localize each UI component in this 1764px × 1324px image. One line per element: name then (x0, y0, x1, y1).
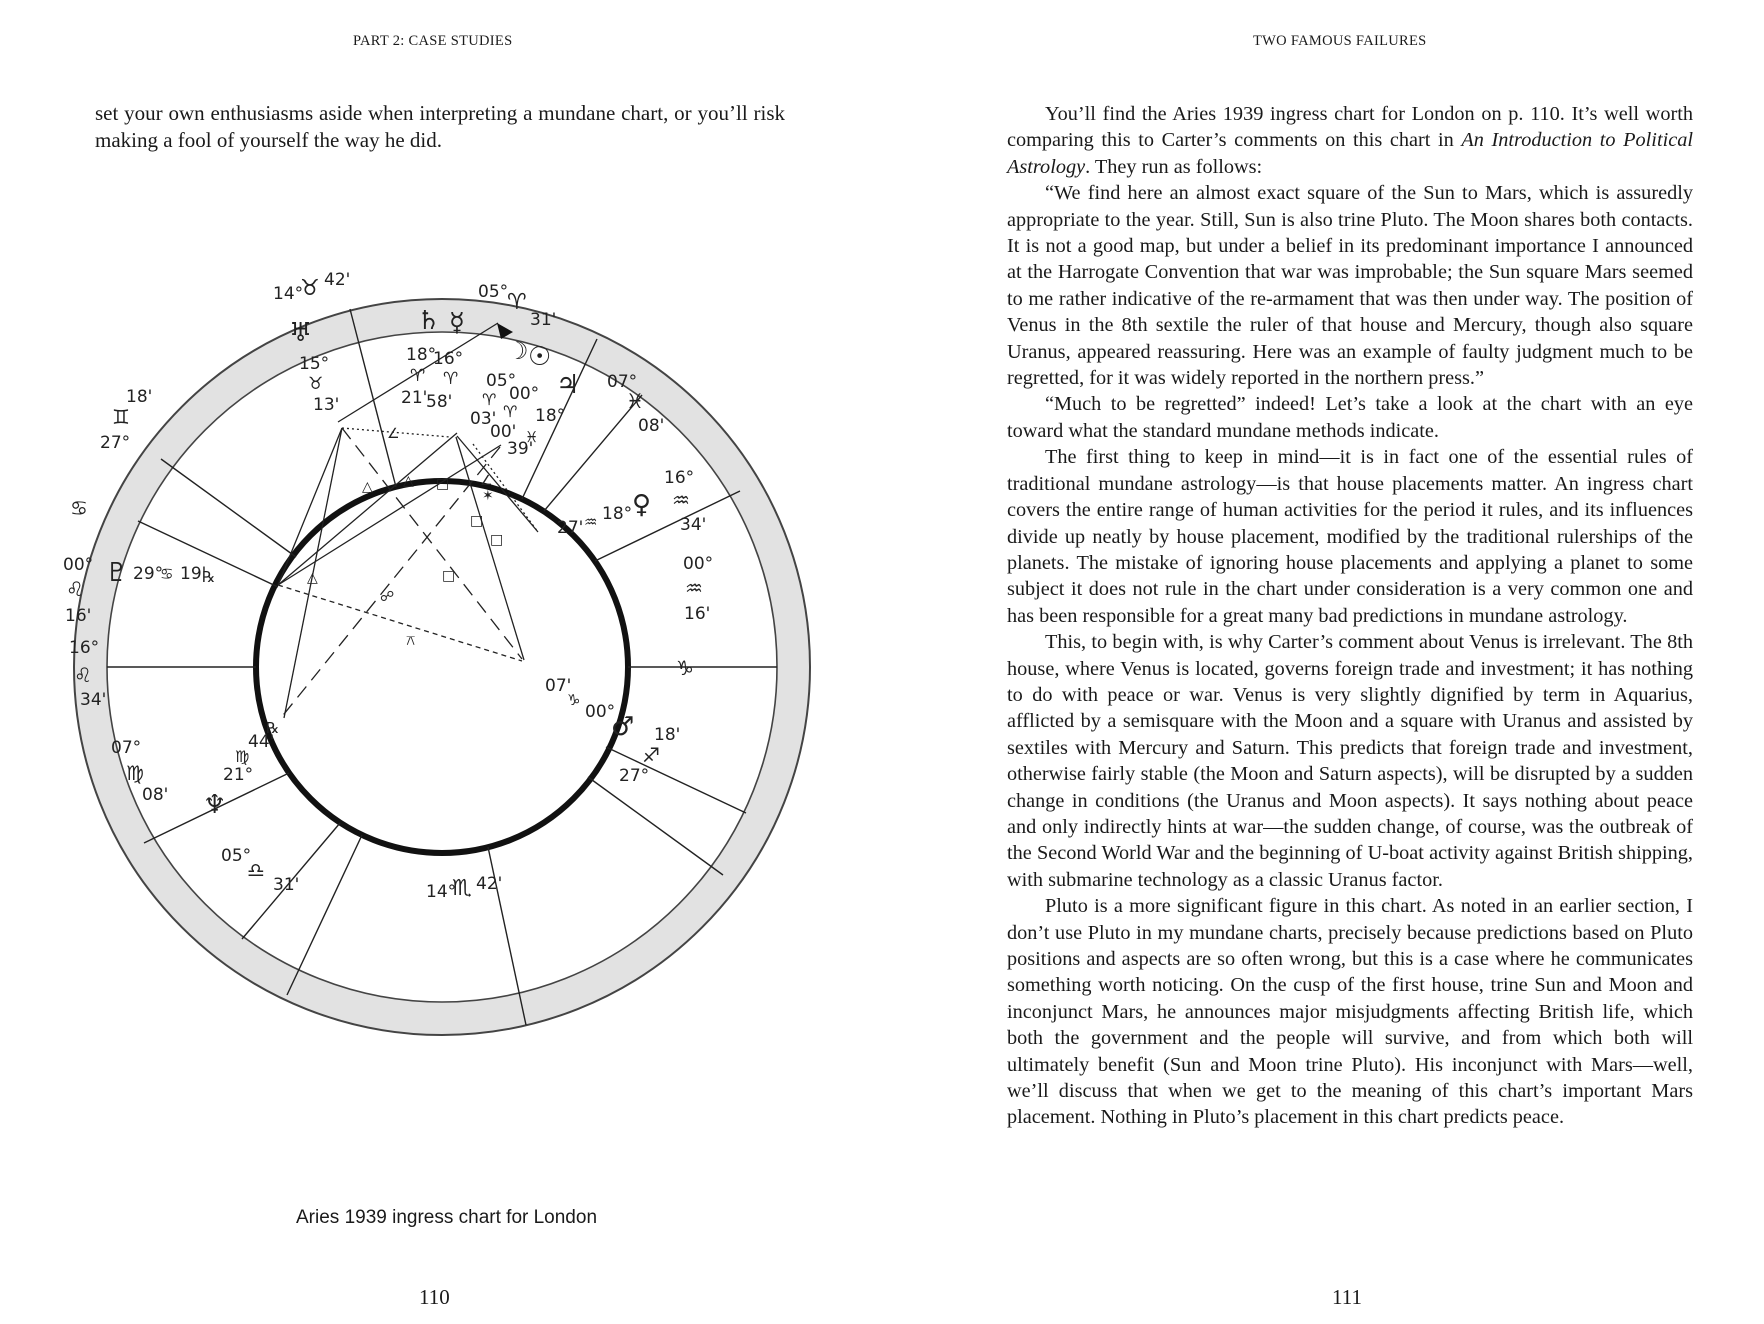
intro-paragraph: set your own enthusiasms aside when interpreting a mundane chart, or you’ll risk making a fool of yourself the way he did. (95, 101, 785, 152)
jupiter-min: 39' (507, 439, 534, 459)
aspect-trine-3: △ (307, 570, 318, 586)
aspect-square-3: □ (490, 532, 504, 548)
moon-deg: 05° (486, 371, 517, 391)
sun-glyph: ☉ (528, 342, 552, 372)
neptune-min: 44' (248, 732, 275, 752)
neptune-deg: 21° (223, 765, 254, 785)
aspect-semisquare-2: ∠ (480, 473, 493, 489)
mars-min: 07' (545, 676, 572, 696)
aspect-opposition: ☍ (380, 589, 395, 605)
cusp-1d-sign: ♒ (672, 488, 690, 512)
pluto-retro: ℞ (202, 568, 216, 586)
moon-sign: ♈ (482, 390, 497, 409)
jupiter-deg: 18° (535, 406, 566, 426)
cancer-glyph: ♋ (70, 496, 88, 520)
jupiter-glyph: ♃ (556, 370, 580, 400)
cusp-6-min: 08' (142, 785, 169, 805)
book-title: An Introduction to Political Astrology (1007, 129, 1693, 178)
mars-deg: 00° (585, 702, 616, 722)
cusp-11-min: 31' (530, 310, 557, 330)
uranus-min: 13' (313, 395, 340, 415)
moon-glyph: ☽ (507, 337, 529, 365)
paragraph-4: The first thing to keep in mind—it is in fact one of the essential rules of traditional mundane astrology—is that house placements matter. An ingress chart covers the entire range of human activities for the period it rules, and its influences divide up neatly by house placement, modified by the traditional rulerships of the planets. The mistake of ignoring house placements and applying a planet to some subject it does not rule in the chart under consideration is a very common one and has been responsible for a great many bad predictions in mundane astrology. (1007, 446, 1693, 627)
body-text (1007, 101, 1693, 1131)
cusp-6-deg: 07° (111, 738, 142, 758)
paragraph-1-text: You’ll find the Aries 1939 ingress chart for London on p. 110. It’s well worth comparing this to Carter’s comments on this chart in (1007, 103, 1693, 152)
cusp-12-deg: 07° (607, 372, 638, 392)
cusp-5-sign: ♎ (247, 858, 265, 882)
uranus-deg: 15° (299, 354, 330, 374)
cusp-12-min: 08' (638, 416, 665, 436)
sun-deg: 00° (509, 384, 540, 404)
paragraph-1-end: . They run as follows: (1085, 155, 1263, 178)
paragraph-5: This, to begin with, is why Carter’s comment about Venus is irrelevant. The 8th house, where Venus is located, governs foreign trade and investment; it has nothing to do with peace or war. Venus is very slightly dignified by term in Aquarius, afflicted by a semisquare with the Moon and a square with Uranus and assisted by sextiles with Mercury and Saturn. This predicts that foreign trade and investment, otherwise fairly stable (the Moon and Saturn aspects), will be disrupted by a sudden change in conditions (the Uranus and Moon aspects). It says nothing about peace and only indirectly hints at war—the sudden change, of course, was the outbreak of the Second World War and the beginning of U-boat activity against British shipping, with submarine technology as a classic Uranus factor. (1007, 631, 1693, 891)
aspect-square-2: □ (470, 513, 484, 529)
saturn-deg: 18° (406, 345, 437, 365)
venus-deg: 18° (602, 504, 633, 524)
ingress-chart (60, 270, 820, 1050)
venus-min: 27' (557, 518, 584, 538)
page-number-right: 111 (1332, 1285, 1362, 1309)
capricorn-glyph: ♑ (676, 656, 694, 680)
cusp-5-deg: 05° (221, 846, 252, 866)
pluto-min: 19' (180, 564, 207, 584)
cusp-8-min: 27° (100, 433, 131, 453)
chart-caption: Aries 1939 ingress chart for London (296, 1207, 598, 1228)
cusp-asc-min: 16' (684, 604, 711, 624)
paragraph-3: “Much to be regretted” indeed! Let’s take a look at the chart with an eye toward what the standard mundane methods indicate. (1007, 393, 1693, 442)
cusp-7b-min: 34' (80, 690, 107, 710)
cusp-10-sign: ♉ (300, 276, 320, 301)
uranus-glyph: ♅ (289, 318, 313, 348)
uranus-sign: ♉ (308, 374, 324, 394)
pluto-deg: 29° (133, 564, 164, 584)
mars-glyph: ♂ (611, 712, 635, 742)
aspect-square-4: □ (442, 568, 456, 584)
cusp-4-deg: 14° (426, 882, 457, 902)
aspect-trine-2: △ (403, 473, 414, 489)
cusp-7-deg: 00° (63, 555, 94, 575)
venus-sign: ♒ (584, 513, 598, 531)
mars-sign: ♑ (567, 691, 581, 709)
jupiter-sign: ♓ (525, 428, 539, 446)
cusp-3-min: 27° (619, 766, 650, 786)
cusp-7-min: 16' (65, 606, 92, 626)
aspect-square-1: □ (436, 476, 450, 492)
neptune-retro: ℞ (266, 719, 280, 737)
cusp-3-deg: 18' (654, 725, 681, 745)
cusp-1d-min: 34' (680, 515, 707, 535)
running-head-right: TWO FAMOUS FAILURES (1253, 33, 1427, 49)
mercury-min: 58' (426, 392, 453, 412)
neptune-sign: ♍ (235, 747, 250, 766)
cusp-1d-deg: 16° (664, 468, 695, 488)
aspect-sextile: ✶ (482, 488, 494, 504)
aspect-quincunx: ⚻ (406, 633, 416, 649)
neptune-glyph: ♆ (203, 790, 227, 820)
sun-sign: ♈ (503, 402, 518, 421)
cusp-10-min: 42' (324, 270, 351, 290)
pluto-sign: ♋ (160, 565, 174, 583)
paragraph-6: Pluto is a more significant figure in this chart. As noted in an earlier section, I don’t use Pluto in my mundane charts, precisely because predictions based on Pluto positions and aspects are so often wrong, but this is a case where he communicates something worth noticing. On the cusp of the first house, trine Sun and Moon and inconjunct Mars, he announces major misjudgments affecting British life, which both the government and the people will survive, and from which both will ultimately benefit (Sun and Moon trine Pluto). His inconjunct with Mars—well, we’ll discuss that when we get to the meaning of this chart’s important Mars placement. Nothing in Pluto’s placement in this chart predicts peace. (1007, 895, 1693, 1129)
aspect-semisquare-1: ∠ (387, 426, 400, 442)
cusp-7b-deg: 16° (69, 638, 100, 658)
mercury-glyph: ☿ (449, 308, 465, 338)
running-head-left: PART 2: CASE STUDIES (353, 33, 513, 49)
aspect-trine-1: △ (362, 479, 373, 495)
cusp-8-deg: 18' (126, 387, 153, 407)
mercury-sign: ♈ (443, 369, 459, 389)
cusp-4-sign: ♏ (452, 876, 472, 901)
cusp-12-sign: ♓ (626, 389, 644, 413)
saturn-glyph: ♄ (417, 306, 441, 336)
saturn-min: 21' (401, 388, 428, 408)
moon-min: 03' (470, 409, 497, 429)
mercury-deg: 16° (433, 349, 464, 369)
pluto-glyph: ♇ (105, 558, 129, 588)
page-number-left: 110 (419, 1285, 450, 1309)
venus-glyph: ♀ (632, 490, 652, 520)
paragraph-1 (1007, 101, 1693, 180)
cusp-7-sign: ♌ (66, 577, 84, 601)
cusp-4-min: 42' (476, 874, 503, 894)
cusp-8-sign: ♊ (112, 405, 130, 429)
cusp-5-min: 31' (273, 875, 300, 895)
cusp-10-deg: 14° (273, 284, 304, 304)
cusp-6-sign: ♍ (126, 761, 144, 785)
cusp-11-sign: ♈ (507, 290, 527, 315)
quote-paragraph: “We find here an almost exact square of the Sun to Mars, which is assuredly appropriate to the year. Still, Sun is also trine Pluto. The Moon shares both contacts. It is not a good map, but under a belief in its predominant importance I announced at the Harrogate Convention that war was improbable; the Sun square Mars seemed to me rather indicative of the re-armament that was then under way. The position of Venus in the 8th sextile the ruler of that house and Mercury, though also square Uranus, appeared reassuring. Here was an example of faulty judgment much to be regretted, for it was widely reported in the northern press.” (1007, 182, 1693, 390)
saturn-sign: ♈ (410, 366, 426, 386)
cusp-asc-sign: ♒ (685, 576, 703, 600)
cusp-asc-deg: 00° (683, 554, 714, 574)
cusp-3-sign: ♐ (642, 743, 660, 767)
cusp-11-deg: 05° (478, 282, 509, 302)
cusp-7b-sign: ♌ (74, 663, 92, 687)
sun-min: 00' (490, 422, 517, 442)
chart-wheel (60, 270, 820, 1050)
